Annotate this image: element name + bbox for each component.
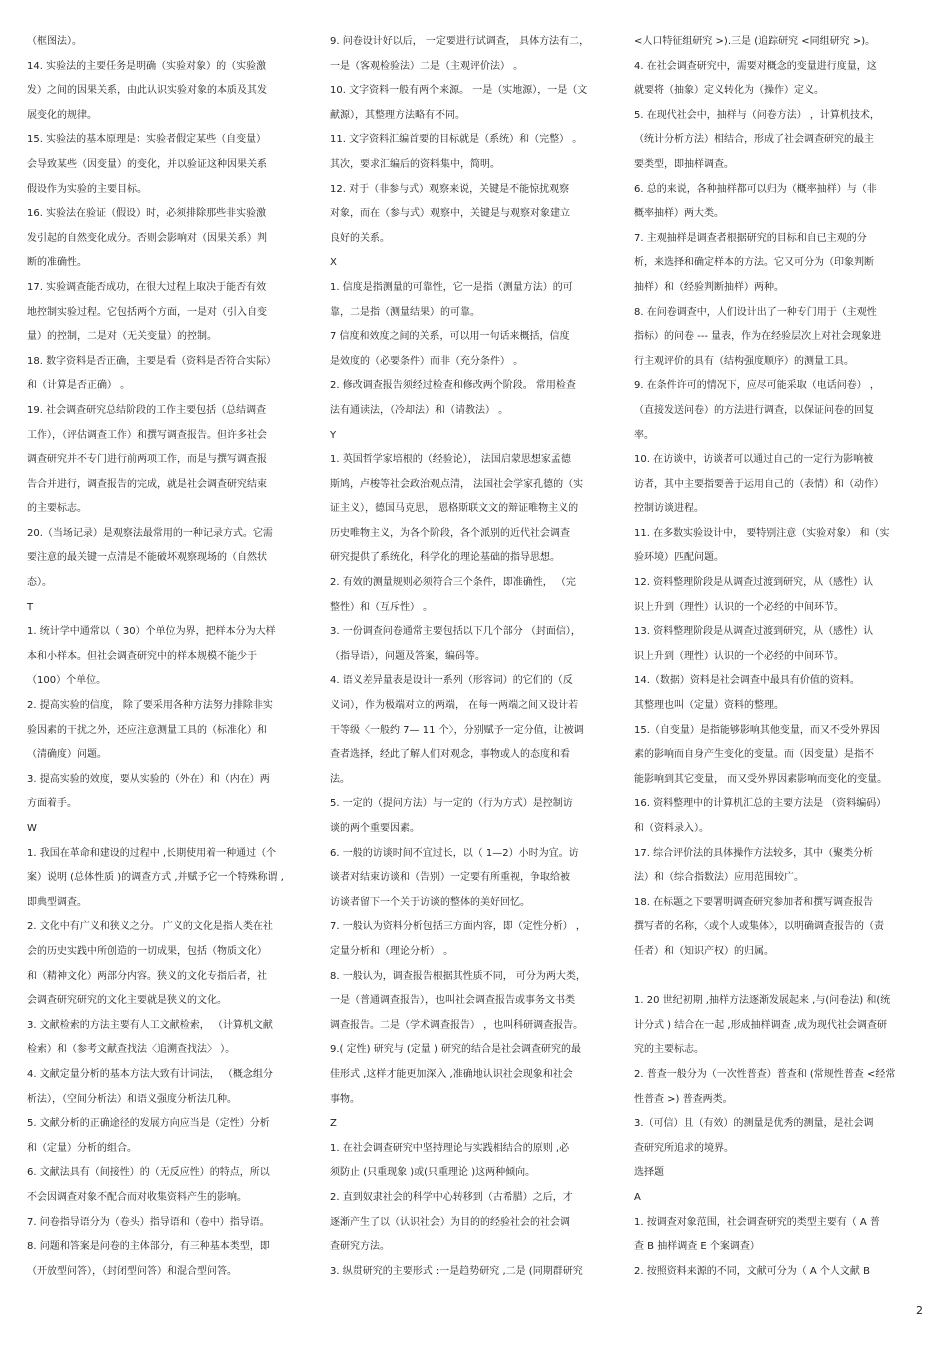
text-line: 干等级〈一般约 7— 11 个〉，分别赋予一定分值，让被调 bbox=[330, 724, 584, 736]
text-line bbox=[634, 965, 930, 990]
text-line: 3. 文献检索的方法主要有人工文献检索， （计算机文献 bbox=[27, 1019, 273, 1031]
text-line: 1. 我国在革命和建设的过程中 ,长期使用着一种通过（个 bbox=[27, 847, 277, 859]
text-line: 即典型调查。 bbox=[27, 896, 87, 908]
text-line: 查者选择，经此了解人们对观念，事物或人的态度和看 bbox=[330, 749, 570, 761]
text-line: 会调查研究研究的文化主要就是狭义的文化。 bbox=[27, 995, 227, 1007]
text-line: 3. 提高实验的效度，要从实验的（外在）和（内在）两 bbox=[27, 773, 270, 785]
text-line: 展变化的规律。 bbox=[27, 109, 97, 121]
text-line: 7 信度和效度之间的关系，可以用一句话来概括，信度 bbox=[330, 331, 570, 343]
text-line: （直接发送问卷）的方法进行调查，以保证问卷的回复 bbox=[634, 404, 874, 416]
text-line: （100）个单位。 bbox=[27, 675, 107, 687]
text-line: 12. 资料整理阶段是从调查过渡到研究，从（感性）认 bbox=[634, 577, 874, 589]
text-column-left bbox=[27, 30, 311, 1284]
text-line: 和（计算是否正确） 。 bbox=[27, 380, 131, 392]
text-line: 要注意的最关键一点清是不能破坏观察现场的（自然状 bbox=[27, 552, 267, 564]
text-line: Z bbox=[330, 1118, 337, 1130]
text-line: 1. 按调查对象范围，社会调查研究的类型主要有（ A 普 bbox=[634, 1216, 880, 1228]
text-line: 撰写者的名称，〈或个人或集体〉，以明确调查报告的（责 bbox=[634, 921, 884, 933]
text-line: 验环境）匹配问题。 bbox=[634, 552, 724, 564]
text-line: 逐渐产生了以（认识社会）为目的的经验社会的社会调 bbox=[330, 1216, 570, 1228]
text-line: 5. 在现代社会中，抽样与（问卷方法） ，计算机技术， bbox=[634, 109, 880, 121]
text-line: 3. 一份调查问卷通常主要包括以下几个部分 （封面信）， bbox=[330, 626, 581, 638]
text-line: 和（资料录入）。 bbox=[634, 823, 709, 834]
text-line: 15.（自变量）是指能够影响其他变量，而又不受外界因 bbox=[634, 724, 880, 736]
text-line: 假设作为实验的主要目标。 bbox=[27, 183, 147, 195]
text-line: 其整理也叫（定量）资料的整理。 bbox=[634, 700, 784, 712]
text-line: 14.（数据）资料是社会调查中最具有价值的资料。 bbox=[634, 675, 860, 687]
text-line: X bbox=[330, 257, 337, 269]
text-line: 识上升到（理性）认识的一个必经的中间环节。 bbox=[634, 601, 844, 613]
text-line: 任者）和（知识产权）的归属。 bbox=[634, 945, 774, 957]
text-line: 控制访谈进程。 bbox=[634, 503, 704, 515]
text-line: 4. 语义差异量表是设计一系列（形容词）的它们的（反 bbox=[330, 675, 573, 687]
text-line: 1. 英国哲学家培根的（经验论）， 法国启蒙思想家孟德 bbox=[330, 454, 571, 466]
text-line: 6. 总的来说，各种抽样都可以归为（概率抽样）与（非 bbox=[634, 183, 877, 195]
text-line: 发引起的自然变化成分。否则会影响对（因果关系）判 bbox=[27, 232, 267, 244]
text-line: 斯鸠，卢梭等社会政治观点清， 法国社会学家孔德的（实 bbox=[330, 478, 584, 490]
text-line: 4. 文献定量分析的基本方法大致有计词法， （概念组分 bbox=[27, 1068, 273, 1080]
text-line: <人口特征组研究 >).三是 (追踪研究 <同组研究 >)。 bbox=[634, 36, 876, 47]
text-line: 7. 问卷指导语分为（卷头）指导语和（卷中）指导语。 bbox=[27, 1216, 270, 1228]
text-line: 2. 直到奴隶社会的科学中心转移到（古希腊）之后，才 bbox=[330, 1191, 573, 1203]
text-line: 义词），作为极端对立的两端， 在每一两端之间又设计若 bbox=[330, 700, 579, 712]
text-line: 17. 综合评价法的具体操作方法较多，其中（聚类分析 bbox=[634, 847, 874, 859]
text-line: 调查研究并不专门进行前两项工作，而是与撰写调查报 bbox=[27, 454, 267, 466]
text-line: 调查报告。二是（学术调查报告） ，也叫科研调查报告。 bbox=[330, 1019, 584, 1031]
text-line: 1. 20 世纪初期 ,抽样方法逐渐发展起来 ,与(问卷法) 和(统 bbox=[634, 995, 891, 1007]
text-line: 研究提供了系统化，科学化的理论基础的指导思想。 bbox=[330, 552, 560, 564]
text-line: Y bbox=[330, 429, 337, 441]
text-line: （指导语），问题及答案，编码等。 bbox=[330, 650, 485, 662]
text-line: 6. 文献法具有（间接性）的（无反应性）的特点，所以 bbox=[27, 1167, 270, 1179]
text-line: 法有通读法，（冷却法）和（请教法） 。 bbox=[330, 404, 509, 416]
text-line: （框图法）。 bbox=[27, 36, 82, 47]
text-line: 案）说明 (总体性质 )的调查方式 ,并赋予它一个特殊称谓 , bbox=[27, 872, 284, 884]
text-line: （开放型问答），（封闭型问答）和混合型问答。 bbox=[27, 1265, 237, 1277]
text-line: 13. 资料整理阶段是从调查过渡到研究，从（感性）认 bbox=[634, 626, 874, 638]
text-line: 11. 在多数实验设计中， 要特别注意（实验对象） 和（实 bbox=[634, 527, 890, 539]
text-line: 本和小样本。但社会调查研究中的样本规模不能少于 bbox=[27, 650, 257, 662]
text-line: 献源），其整理方法略有不同。 bbox=[330, 109, 465, 121]
text-line: 8. 问题和答案是问卷的主体部分，有三种基本类型，即 bbox=[27, 1241, 270, 1253]
text-line: 须防止 (只重现象 )或(只重理论 )这两种倾向。 bbox=[330, 1167, 536, 1179]
text-line: 10. 在访谈中，访谈者可以通过自己的一定行为影响被 bbox=[634, 454, 874, 466]
text-line: 佳形式 ,这样才能更加深入 ,准确地认识社会现象和社会 bbox=[330, 1068, 573, 1080]
text-line: 率。 bbox=[634, 429, 654, 441]
text-line: 2. 普查一般分为（一次性普查）普查和 (常规性普查 <经常 bbox=[634, 1068, 896, 1080]
text-line: 析，来选择和确定样本的方法。它又可分为（印象判断 bbox=[634, 257, 874, 269]
text-line: 方面着手。 bbox=[27, 798, 77, 810]
text-line: 2. 提高实验的信度， 除了要采用各种方法努力排除非实 bbox=[27, 700, 273, 712]
text-line: 9.( 定性) 研究与 (定量 ) 研究的结合是社会调查研究的最 bbox=[330, 1044, 582, 1056]
text-line: 行主观评价的具有（结构强度顺序）的测量工具。 bbox=[634, 355, 854, 367]
text-line: 法。 bbox=[330, 773, 350, 785]
text-line: 指标）的问卷 --- 量表，作为在经验层次上对社会现象进 bbox=[634, 331, 882, 343]
text-line: 查研究所追求的境界。 bbox=[634, 1142, 734, 1154]
text-line: 不会因调查对象不配合而对收集资料产生的影响。 bbox=[27, 1191, 247, 1203]
text-line: 和（精神文化）两部分内容。狭义的文化专指后者，社 bbox=[27, 970, 267, 982]
text-line: 断的准确性。 bbox=[27, 257, 87, 269]
text-line: 量）的控制，二是对（无关变量）的控制。 bbox=[27, 331, 217, 343]
text-line: 7. 一般认为资料分析包括三方面内容，即（定性分析） ， bbox=[330, 921, 586, 933]
text-line: 8. 一般认为，调查报告根据其性质不同， 可分为两大类， bbox=[330, 970, 586, 982]
text-line: 一是（客观检验法）二是（主观评价法） 。 bbox=[330, 60, 524, 72]
text-line: 1. 在社会调查研究中坚持理论与实践相结合的原则 ,必 bbox=[330, 1142, 570, 1154]
text-line: 4. 在社会调查研究中，需要对概念的变量进行度量，这 bbox=[634, 60, 877, 72]
text-line: 6. 一般的访谈时间不宜过长，以（ 1—2）小时为宜。访 bbox=[330, 847, 579, 859]
text-line: 20.（当场记录）是观察法最常用的一种记录方式。它需 bbox=[27, 527, 273, 539]
text-line: 访者，其中主要指要善于运用自己的（表情）和（动作） bbox=[634, 478, 884, 490]
text-line: （清确度）问题。 bbox=[27, 749, 107, 761]
text-line: 一是（普通调查报告），也叫社会调查报告或事务文书类 bbox=[330, 995, 575, 1007]
text-line: 识上升到（理性）认识的一个必经的中间环节。 bbox=[634, 650, 844, 662]
text-line: 告合并进行，调查报告的完成，就是社会调查研究结束 bbox=[27, 478, 267, 490]
text-line: 就要将（抽象）定义转化为（操作）定义。 bbox=[634, 85, 824, 97]
text-line: 5. 文献分析的正确途径的发展方向应当是（定性）分析 bbox=[27, 1118, 270, 1130]
text-line: 要类型，即抽样调查。 bbox=[634, 158, 734, 170]
text-line: 10. 文字资料一般有两个来源。 一是（实地源），一是（文 bbox=[330, 85, 588, 97]
text-line: 18. 数字资料是否正确，主要是看（资料是否符合实际） bbox=[27, 355, 277, 367]
text-line: 性普查 >) 普查两类。 bbox=[634, 1093, 733, 1105]
text-line: 14. 实验法的主要任务是明确（实验对象）的（实验激 bbox=[27, 60, 267, 72]
text-line: 会导致某些（因变量）的变化，并以验证这种因果关系 bbox=[27, 158, 267, 170]
text-line: 8. 在问卷调查中，人们设计出了一种专门用于（主观性 bbox=[634, 306, 877, 318]
text-line: 的主要标志。 bbox=[27, 503, 87, 515]
text-line: 16. 资料整理中的计算机汇总的主要方法是 （资料编码） bbox=[634, 798, 887, 810]
text-line: 靠，二是指（测量结果）的可靠。 bbox=[330, 306, 480, 318]
text-line: 11. 文字资料汇编首要的目标就是（系统）和（完整） 。 bbox=[330, 134, 583, 146]
text-line: 良好的关系。 bbox=[330, 232, 390, 244]
text-line: 会的历史实践中所创造的一切成果，包括（物质文化） bbox=[27, 945, 267, 957]
text-line: 18. 在标题之下要署明调查研究参加者和撰写调查报告 bbox=[634, 896, 874, 908]
text-line: 9. 问卷设计好以后， 一定要进行试调查， 具体方法有二， bbox=[330, 36, 590, 47]
text-line: 法）和（综合指数法）应用范围较广。 bbox=[634, 872, 804, 884]
text-line: 定量分析和（理论分析） 。 bbox=[330, 945, 454, 957]
text-line: A bbox=[634, 1191, 641, 1203]
text-line: 7. 主观抽样是调查者根据研究的目标和自已主观的分 bbox=[634, 232, 867, 244]
text-column-middle bbox=[330, 30, 620, 1284]
text-line: （统计分析方法）相结合，形成了社会调查研究的最主 bbox=[634, 134, 874, 146]
text-line: 态）。 bbox=[27, 577, 52, 589]
text-line: 是效度的（必要条件）而非（充分条件） 。 bbox=[330, 355, 524, 367]
text-line: 历史唯物主义，为各个阶段，各个派别的近代社会调查 bbox=[330, 527, 570, 539]
text-line: 1. 统计学中通常以（ 30）个单位为界，把样本分为大样 bbox=[27, 626, 276, 638]
text-line: 谈者对结束访谈和（告别）一定要有所重视，争取给被 bbox=[330, 872, 570, 884]
text-line: 选择题 bbox=[634, 1167, 664, 1179]
text-line: 15. 实验法的基本原理是：实验者假定某些（自变量） bbox=[27, 134, 267, 146]
text-line: 对象，而在（参与式）观察中，关键是与观察对象建立 bbox=[330, 208, 570, 220]
text-line: 3.（可信）且（有效）的测量是优秀的测量，是社会调 bbox=[634, 1118, 874, 1130]
text-line: 12. 对于（非参与式）观察来说，关键是不能惊扰观察 bbox=[330, 183, 570, 195]
text-line: 素的影响而自身产生变化的变量。而（因变量）是指不 bbox=[634, 749, 874, 761]
text-line: 谈的两个重要因素。 bbox=[330, 823, 420, 834]
text-line: 17. 实验调查能否成功，在很大过程上取决于能否有效 bbox=[27, 281, 267, 293]
text-line: 证主义），德国马克思， 恩格斯联文文的辩证唯物主义的 bbox=[330, 503, 579, 515]
text-line: 3. 纵贯研究的主要形式 :一是趋势研究 ,二是 (同期群研究 bbox=[330, 1265, 583, 1277]
text-line: 16. 实验法在验证（假设）时，必须排除那些非实验激 bbox=[27, 208, 267, 220]
text-line: 查 B 抽样调查 E 个案调查） bbox=[634, 1241, 760, 1253]
text-line: 抽样）和（经验判断抽样）两种。 bbox=[634, 281, 784, 293]
text-line: 2. 文化中有广义和狭义之分。 广义的文化是指人类在社 bbox=[27, 921, 273, 933]
text-line: T bbox=[27, 601, 34, 613]
text-line: 工作），（评估调查工作）和撰写调查报告。但许多社会 bbox=[27, 429, 267, 441]
text-line: 发）之间的因果关系，由此认识实验对象的本质及其发 bbox=[27, 85, 267, 97]
text-line: W bbox=[27, 823, 37, 834]
text-line: 地控制实验过程。它包括两个方面，一是对（引入自变 bbox=[27, 306, 267, 318]
text-line: 2. 有效的测量规则必须符合三个条件，即准确性， （完 bbox=[330, 577, 576, 589]
text-line: 究的主要标志。 bbox=[634, 1044, 704, 1056]
text-line: 5. 一定的（提问方法）与一定的（行为方式）是控制访 bbox=[330, 798, 573, 810]
text-line: 事物。 bbox=[330, 1093, 360, 1105]
text-line: 19. 社会调查研究总结阶段的工作主要包括（总结调查 bbox=[27, 404, 267, 416]
text-line: 验因素的干扰之外，还应注意测量工具的（标准化）和 bbox=[27, 724, 267, 736]
page-number: 2 bbox=[916, 1304, 923, 1317]
text-line: 访谈者留下一个关于访谈的整体的美好回忆。 bbox=[330, 896, 530, 908]
text-line: 检索）和（参考文献查找法〈追溯查找法〉 ）。 bbox=[27, 1044, 236, 1056]
text-line: 整性）和（互斥性） 。 bbox=[330, 601, 434, 613]
text-line: 1. 信度是指测量的可靠性，它一是指（测量方法）的可 bbox=[330, 281, 573, 293]
text-line: 概率抽样）两大类。 bbox=[634, 208, 724, 220]
text-line: 其次，要求汇编后的资料集中，简明。 bbox=[330, 158, 500, 170]
text-line: 计分式 ) 结合在一起 ,形成抽样调查 ,成为现代社会调查研 bbox=[634, 1019, 887, 1031]
text-line: 2. 按照资料来源的不同，文献可分为（ A 个人文献 B bbox=[634, 1265, 870, 1277]
text-line: 9. 在条件许可的情况下，应尽可能采取（电话问卷） ， bbox=[634, 380, 880, 392]
text-column-right bbox=[634, 30, 930, 1284]
text-line: 和（定量）分析的组合。 bbox=[27, 1142, 137, 1154]
text-line: 析法），（空间分析法）和语义强度分析法几种。 bbox=[27, 1093, 237, 1105]
text-line: 2. 修改调查报告须经过检查和修改两个阶段。 常用检查 bbox=[330, 380, 576, 392]
text-line: 查研究方法。 bbox=[330, 1241, 390, 1253]
text-line: 能影响到其它变量， 而又受外界因素影响而变化的变量。 bbox=[634, 773, 888, 785]
